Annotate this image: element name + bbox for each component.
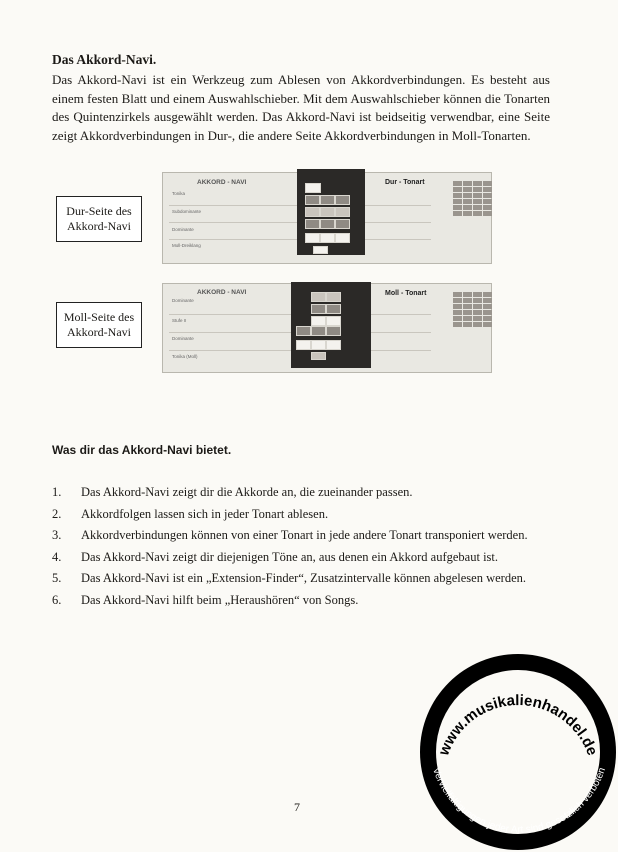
item-number: 2. (52, 506, 62, 521)
item-number: 4. (52, 549, 62, 564)
list-item (52, 507, 528, 529)
key-chart (453, 181, 492, 216)
list-item (52, 593, 528, 615)
moll-side-label (56, 302, 142, 348)
dur-side-image (162, 172, 492, 264)
dur-row-label: Moll-Dreiklang (172, 243, 201, 248)
item-text: Akkordfolgen lassen sich in jeder Tonart ablesen. (81, 506, 329, 521)
dur-card-title: AKKORD - NAVI (197, 179, 247, 186)
item-text: Das Akkord-Navi hilft beim „Heraushören“ von Songs. (81, 592, 359, 607)
dur-card-tonart: Dur - Tonart (385, 179, 425, 186)
moll-label-line2: Akkord-Navi (67, 325, 131, 339)
item-text: Das Akkord-Navi zeigt dir die Akkorde an, die zueinander passen. (81, 485, 413, 499)
dur-side-label (56, 196, 142, 242)
moll-card-tonart: Moll - Tonart (385, 290, 427, 297)
watermark-stamp (418, 652, 618, 852)
key-chart (453, 292, 492, 327)
item-text: Das Akkord-Navi ist ein „Extension-Finder“, Zusatzintervalle können abgelesen werden. (81, 571, 527, 586)
item-number: 6. (52, 592, 62, 607)
item-text: Akkordverbindungen können von einer Tonart in jede andere Tonart transponiert werden. (81, 528, 528, 543)
moll-row-label: Stufe II (172, 318, 187, 323)
list-item (52, 571, 528, 593)
item-number: 3. (52, 528, 62, 543)
item-number: 1. (52, 485, 62, 499)
dur-row-label: Tonika (172, 191, 186, 196)
moll-card-title: AKKORD - NAVI (197, 289, 247, 296)
page-heading: Das Akkord-Navi. (52, 52, 157, 67)
section-heading: Was dir das Akkord-Navi bietet. (52, 443, 232, 457)
list-item (52, 528, 528, 550)
moll-row-label: Tonika (Moll) (172, 354, 198, 359)
moll-row-label: Dominante (172, 336, 194, 341)
moll-row-label: Dominante (172, 298, 194, 303)
list-item (52, 550, 528, 572)
benefits-list (52, 485, 528, 615)
item-number: 5. (52, 571, 62, 586)
dur-row-label: Subdominante (172, 209, 202, 214)
item-text: Das Akkord-Navi zeigt dir diejenigen Töne an, aus denen ein Akkord aufgebaut ist. (81, 549, 499, 564)
moll-side-image (162, 283, 492, 373)
stamp-url: www.musikalienhandel.de (435, 692, 601, 758)
dur-label-line1: Dur-Seite des (66, 204, 132, 218)
dur-label-line2: Akkord-Navi (67, 219, 131, 233)
list-item (52, 485, 528, 507)
page-number: 7 (294, 800, 300, 814)
stamp-notice: Vervielfältigungen jeder Art sind gesetzlich verboten (430, 766, 608, 836)
intro-paragraph: Das Akkord-Navi ist ein Werkzeug zum Ablesen von Akkordverbindungen. Es besteht aus einem festen Blatt und einem Auswahlschieber. Mit dem Auswahlschieber können die Tonarten des Quintenzirkels ausgewählt werden. Das Akkord-Navi ist beidseitig verwendbar, eine Seite zeigt Akkordverbindungen in Dur-, die andere Seite Akkordverbindungen in Moll-Tonarten. (52, 72, 550, 143)
moll-label-line1: Moll-Seite des (63, 310, 135, 324)
dur-row-label: Dominante (172, 227, 194, 232)
